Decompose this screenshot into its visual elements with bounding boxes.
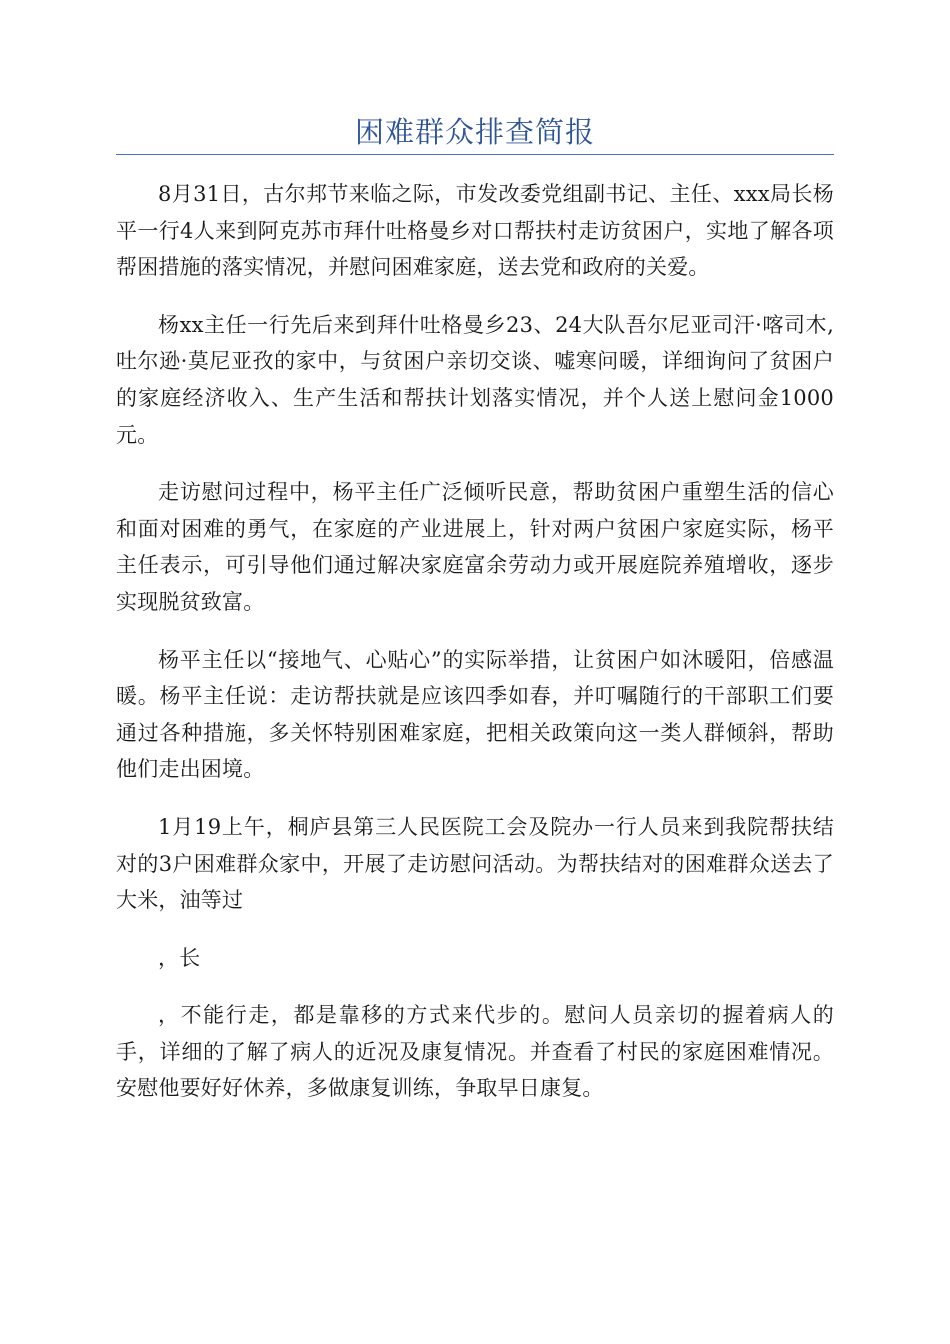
document-body xyxy=(116,176,834,1128)
paragraph-5: 1月19上午，桐庐县第三人民医院工会及院办一行人员来到我院帮扶结对的3户困难群众家中，开展了走访慰问活动。为帮扶结对的困难群众送去了大米，油等过 xyxy=(116,814,834,913)
paragraph-3: 走访慰问过程中，杨平主任广泛倾听民意，帮助贫困户重塑生活的信心和面对困难的勇气，在家庭的产业进展上，针对两户贫困户家庭实际，杨平主任表示，可引导他们通过解决家庭富余劳动力或开展庭院养殖增收，逐步实现脱贫致富。 xyxy=(116,480,834,614)
document-title: 困难群众排查简报 xyxy=(354,115,595,149)
title-underline xyxy=(116,154,834,155)
paragraph-2: 杨xx主任一行先后来到拜什吐格曼乡23、24大队吾尔尼亚司汗·喀司木,吐尔逊·莫尼亚孜的家中，与贫困户亲切交谈、嘘寒问暖，详细询问了贫困户的家庭经济收入、生产生活和帮扶计划落实情况，并个人送上慰问金1000元。 xyxy=(116,312,834,447)
paragraph-4: 杨平主任以“接地气、心贴心”的实际举措，让贫困户如沐暖阳，倍感温暖。杨平主任说：走访帮扶就是应该四季如春，并叮嘱随行的干部职工们要通过各种措施，多关怀特别困难家庭，把相关政策向这一类人群倾斜，帮助他们走出困境。 xyxy=(116,647,834,782)
paragraph-1: 8月31日，古尔邦节来临之际，市发改委党组副书记、主任、xxx局长杨平一行4人来到阿克苏市拜什吐格曼乡对口帮扶村走访贫困户，实地了解各项帮困措施的落实情况，并慰问困难家庭，送去党和政府的关爱。 xyxy=(116,182,834,280)
paragraph-6: ，长 xyxy=(158,945,201,970)
paragraph-7: ，不能行走，都是靠移的方式来代步的。慰问人员亲切的握着病人的手，详细的了解了病人的近况及康复情况。并查看了村民的家庭困难情况。安慰他要好好休养，多做康复训练，争取早日康复。 xyxy=(116,1003,834,1101)
